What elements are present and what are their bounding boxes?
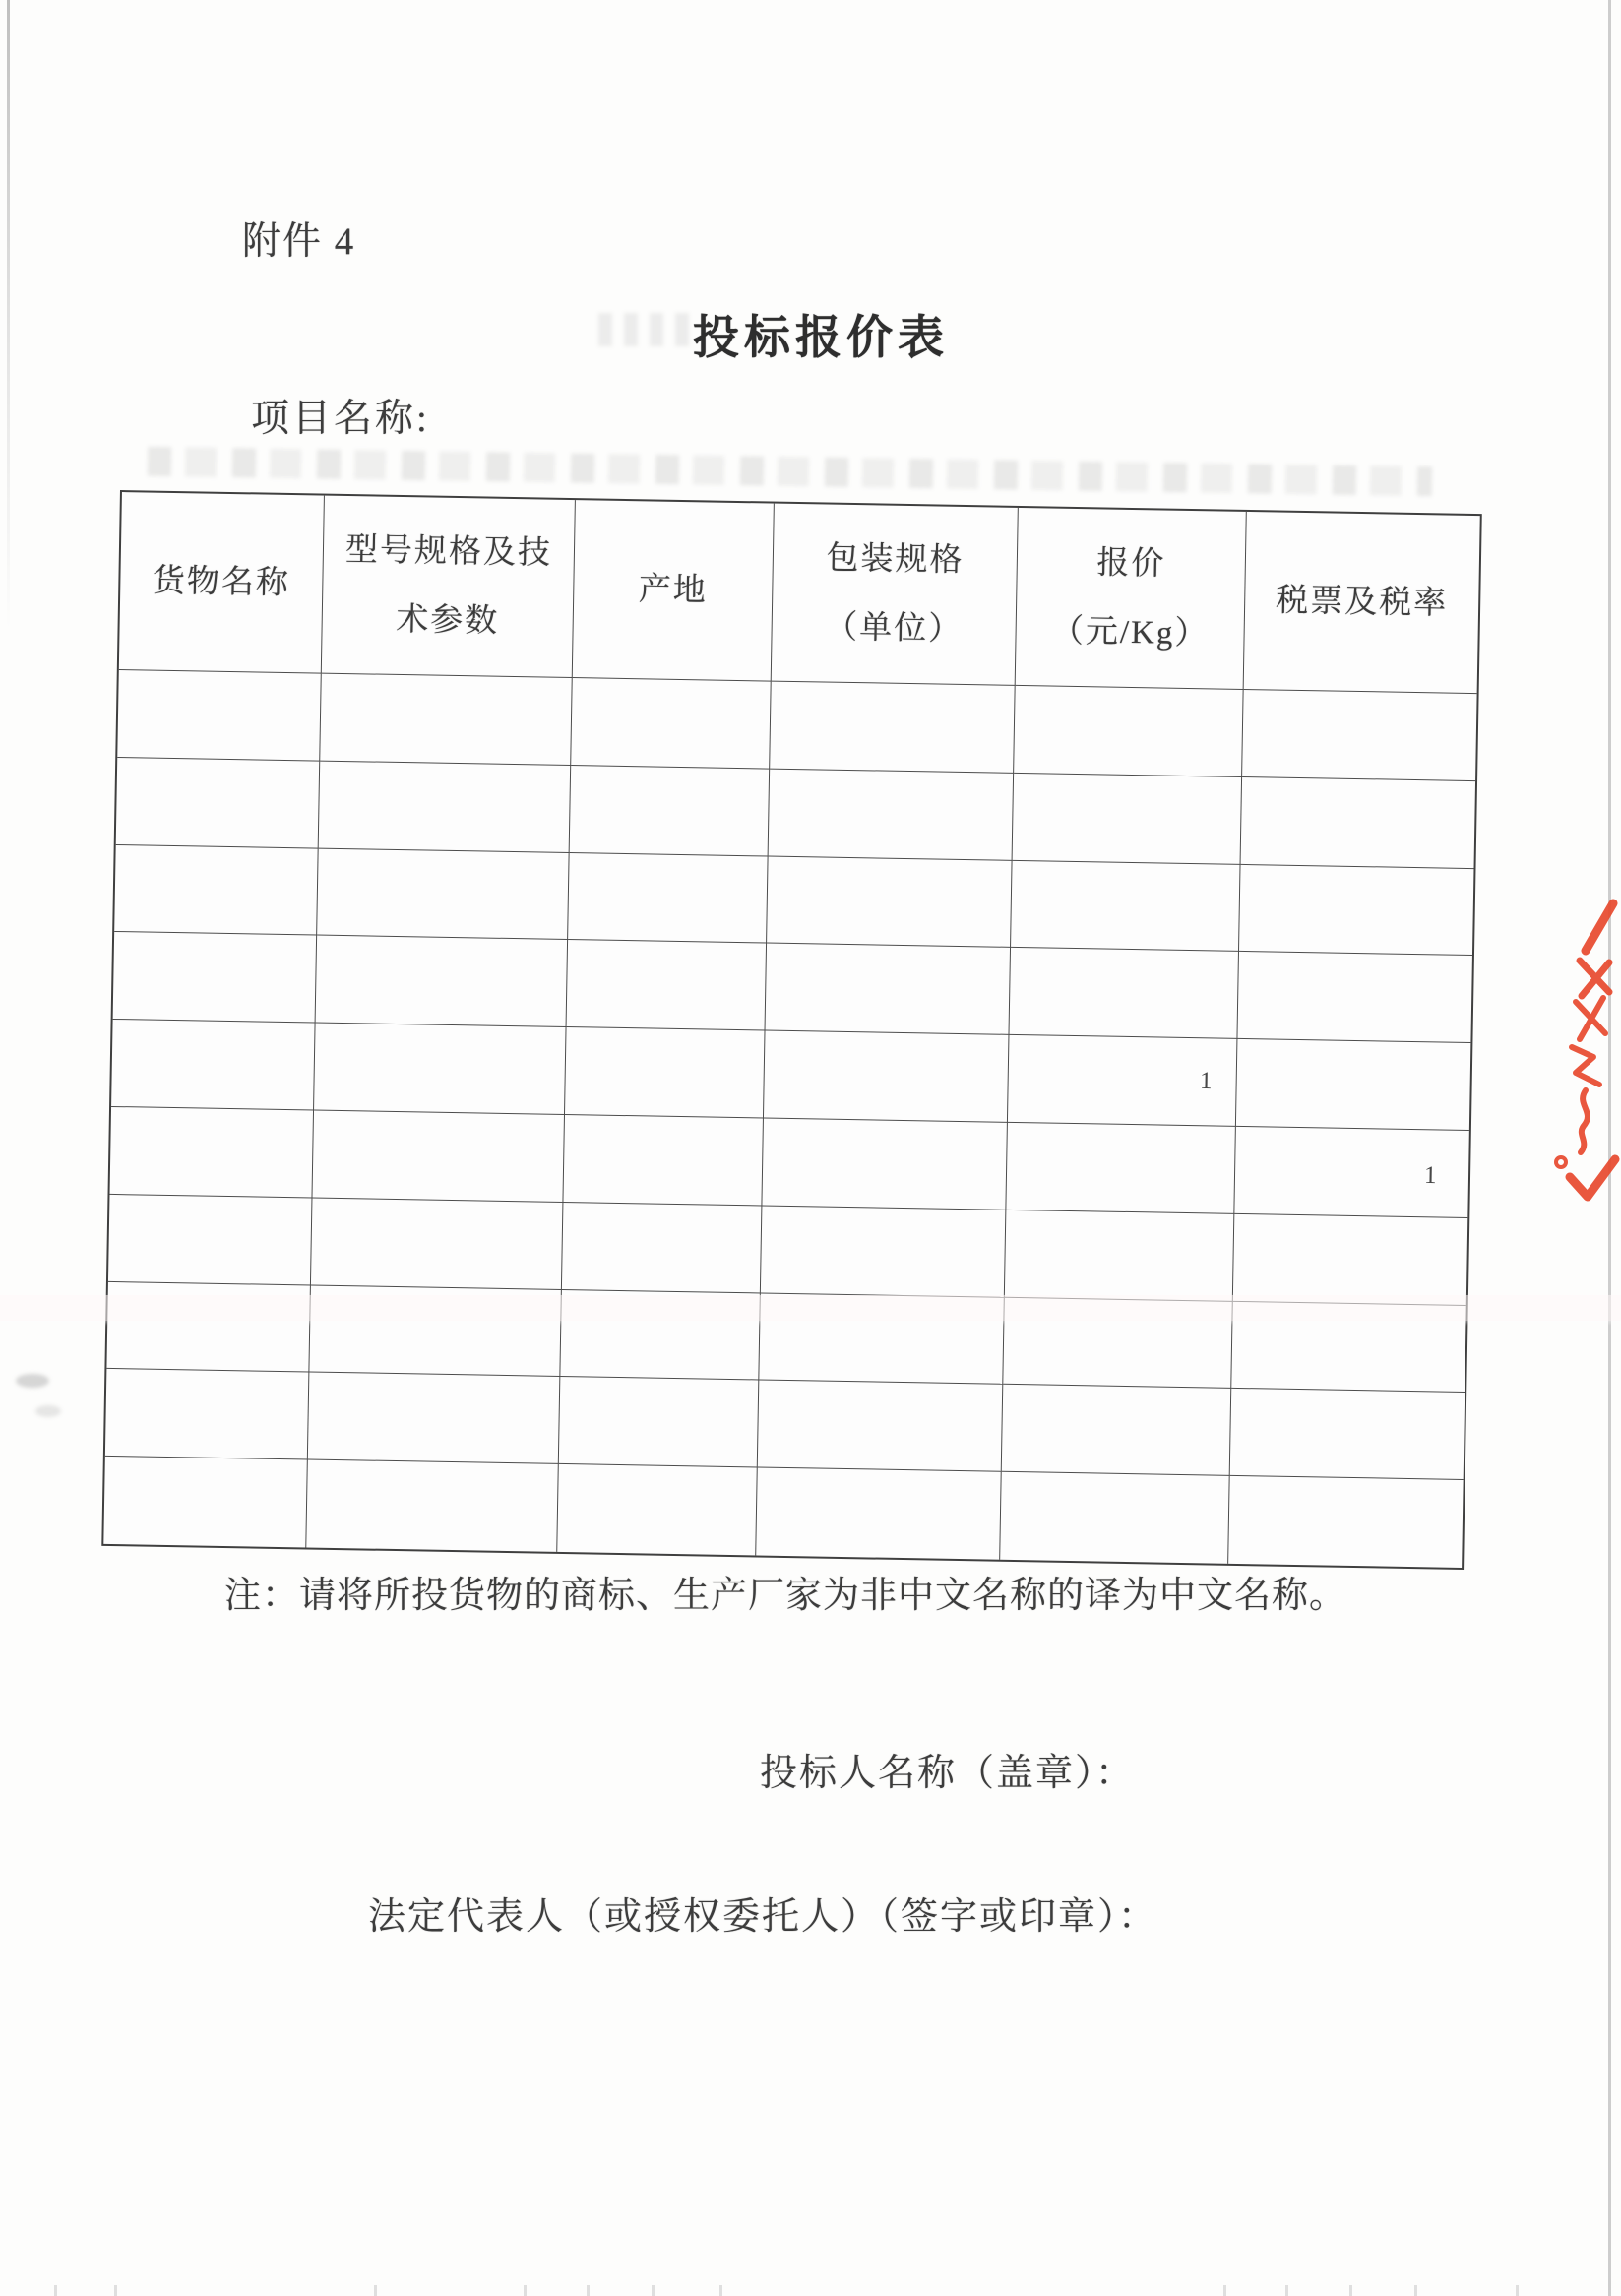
bleedthrough-smudge (35, 1405, 61, 1417)
table-empty-cell (111, 1020, 316, 1110)
bleedthrough-smudge (598, 313, 689, 346)
table-empty-cell (1005, 1210, 1235, 1302)
scan-edge-tick (114, 2285, 117, 2296)
scan-artifact-band (0, 1295, 1621, 1321)
table-empty-cell (766, 944, 1012, 1035)
table-empty-cell (320, 674, 573, 766)
scan-left-edge-shadow (7, 0, 10, 630)
bidder-seal-label: 投标人名称（盖章）： (760, 1753, 1136, 1794)
table-empty-cell (764, 1031, 1010, 1123)
table-empty-cell (1000, 1472, 1230, 1564)
table-header-line: 型号规格及技 (344, 531, 553, 572)
stray-mark: 1 (1199, 1067, 1213, 1095)
table-header-cell (119, 492, 325, 674)
table-empty-cell (559, 1377, 760, 1467)
scan-edge-tick (719, 2285, 722, 2296)
table-empty-cell (319, 761, 572, 852)
table-empty-cell (312, 1111, 565, 1203)
scan-edge-tick (1285, 2285, 1288, 2296)
attachment-label: 附件 4 (242, 220, 356, 263)
table-empty-cell (769, 769, 1015, 860)
table-header-line: 报价 (1096, 545, 1166, 583)
table-empty-cell (105, 1369, 310, 1459)
bleedthrough-text-row (148, 447, 1432, 496)
table-empty-cell (1241, 777, 1476, 869)
table-empty-cell (1002, 1385, 1232, 1476)
table-empty-cell (117, 670, 322, 761)
table-empty-cell (570, 766, 771, 856)
table-empty-cell (103, 1457, 308, 1547)
table-header-cell (772, 504, 1019, 686)
table-empty-cell (116, 758, 321, 848)
legal-representative-label: 法定代表人（或授权委托人）（签字或印章）： (368, 1896, 1158, 1938)
table-empty-cell (1236, 1039, 1471, 1131)
quote-table (101, 490, 1482, 1570)
red-handwriting-annotation (1550, 898, 1621, 1205)
table-empty-cell (1006, 1123, 1236, 1214)
scan-edge-tick (54, 2285, 57, 2296)
table-header-cell (1016, 508, 1247, 690)
scan-edge-tick (652, 2285, 655, 2296)
table-empty-cell (1239, 865, 1474, 957)
table-empty-cell (557, 1464, 758, 1555)
table-header-line: 术参数 (395, 601, 500, 640)
table-empty-cell (762, 1119, 1008, 1210)
table-empty-cell (758, 1381, 1004, 1472)
project-name-label: 项目名称: (251, 398, 430, 440)
scan-edge-tick (587, 2285, 590, 2296)
scan-edge-tick (1516, 2285, 1519, 2296)
table-header-line: （单位） (824, 609, 964, 648)
bleedthrough-smudge (16, 1374, 49, 1388)
table-empty-cell (767, 856, 1013, 948)
table-empty-cell (563, 1115, 764, 1206)
table-empty-cell (571, 678, 772, 769)
page-title: 投标报价表 (693, 313, 949, 364)
table-header-line: （元/Kg） (1050, 613, 1210, 652)
table-header-line: 产地 (638, 572, 709, 609)
table-empty-cell (1011, 860, 1241, 952)
table-empty-cell (1230, 1389, 1465, 1480)
table-empty-cell (756, 1468, 1002, 1560)
scan-edge-tick (1349, 2285, 1352, 2296)
table-empty-cell (311, 1198, 564, 1289)
table-empty-cell (113, 932, 318, 1023)
note-line: 注：请将所投货物的商标、生产厂家为非中文名称的译为中文名称。 (224, 1576, 1346, 1616)
scan-edge-tick (1414, 2285, 1417, 2296)
table-empty-cell (770, 682, 1016, 774)
table-header-line: 税票及税率 (1275, 583, 1449, 622)
table-header-cell (573, 500, 775, 681)
table-empty-cell (308, 1373, 561, 1464)
table-header-cell (322, 496, 576, 678)
table-empty-cell (568, 853, 769, 944)
stray-mark: 1 (1423, 1161, 1437, 1190)
table-header-line: 货物名称 (152, 563, 291, 601)
table-empty-cell (317, 848, 570, 940)
table-empty-cell (1237, 952, 1472, 1043)
table-header-cell (1244, 512, 1480, 694)
table-empty-cell (1242, 690, 1477, 781)
table-empty-cell (1233, 1214, 1468, 1306)
table-empty-cell (565, 1027, 766, 1118)
table-empty-cell (562, 1203, 763, 1293)
scan-edge-tick (524, 2285, 527, 2296)
table-empty-cell (1228, 1476, 1464, 1568)
table-header-line: 包装规格 (826, 540, 965, 579)
table-empty-cell (306, 1460, 559, 1552)
table-empty-cell (1014, 686, 1244, 777)
table-empty-cell (316, 936, 569, 1027)
table-empty-cell (114, 845, 319, 936)
table-empty-cell (567, 940, 768, 1030)
table-empty-cell (1009, 948, 1239, 1039)
table-empty-cell (1013, 774, 1243, 865)
table-empty-cell (108, 1195, 313, 1285)
table-empty-cell (110, 1107, 315, 1198)
table-empty-cell (761, 1206, 1007, 1297)
scan-edge-tick (374, 2285, 377, 2296)
table-empty-cell (314, 1024, 567, 1115)
scan-edge-tick (1223, 2285, 1226, 2296)
